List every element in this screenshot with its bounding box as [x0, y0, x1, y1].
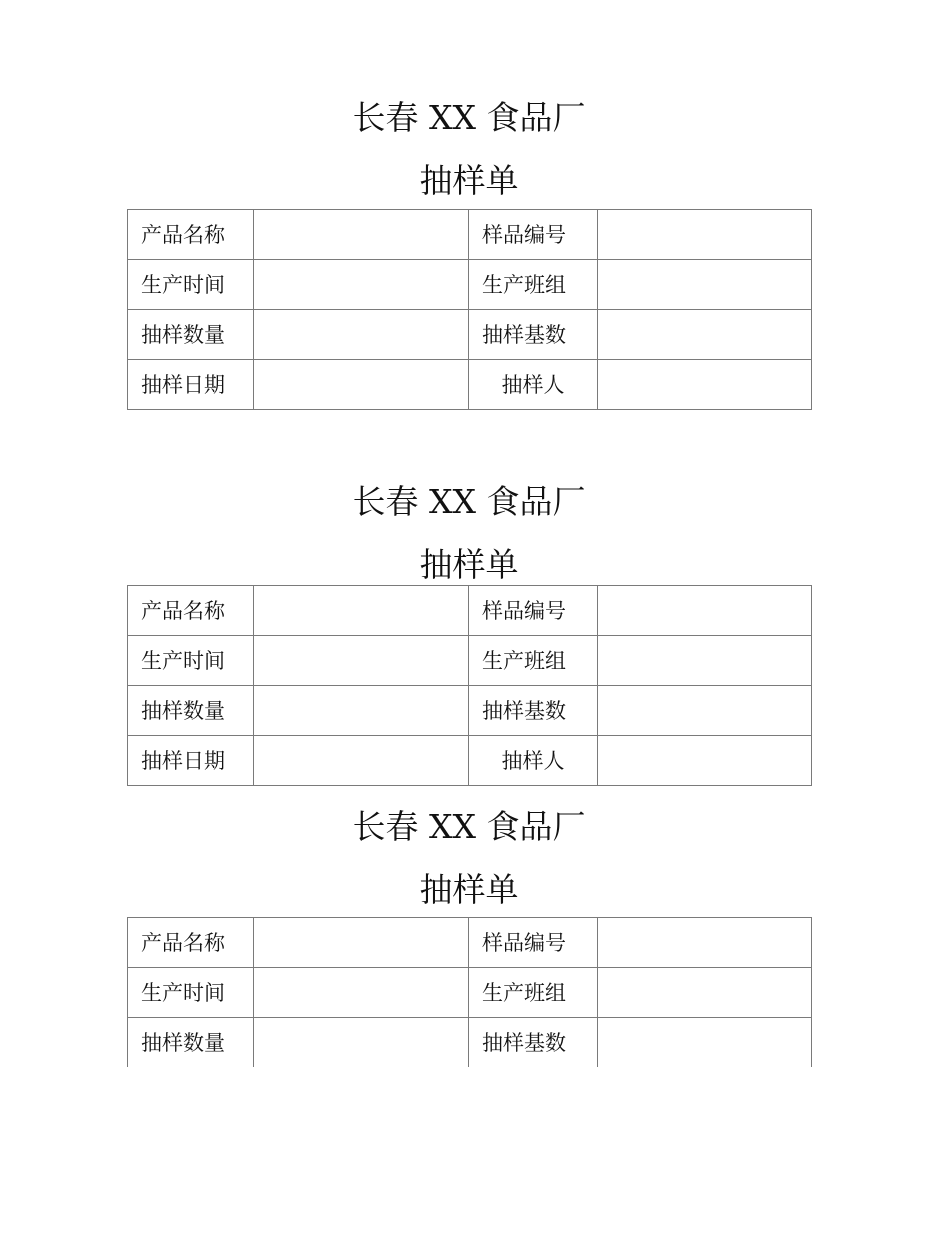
table-row	[128, 636, 812, 686]
field-sampler[interactable]	[598, 360, 812, 410]
table-row	[128, 360, 812, 410]
form-title-3: 抽样单	[419, 870, 519, 909]
label-sample-date: 抽样日期	[128, 360, 254, 410]
form-title-2: 抽样单	[419, 545, 519, 584]
table-row	[128, 1018, 812, 1068]
label-sample-base: 抽样基数	[469, 310, 598, 360]
sample-form-table-1	[127, 209, 812, 410]
field-sample-number[interactable]	[598, 210, 812, 260]
company-name-2: 长春 XX 食品厂	[352, 482, 586, 521]
table-row	[128, 210, 812, 260]
label-sample-date: 抽样日期	[128, 736, 254, 786]
label-production-time: 生产时间	[128, 260, 254, 310]
field-sample-quantity[interactable]	[254, 1018, 469, 1068]
field-production-time[interactable]	[254, 968, 469, 1018]
field-sample-base[interactable]	[598, 310, 812, 360]
label-production-team: 生产班组	[469, 260, 598, 310]
field-sample-number[interactable]	[598, 918, 812, 968]
label-production-team: 生产班组	[469, 968, 598, 1018]
field-product-name[interactable]	[254, 586, 469, 636]
label-sample-base: 抽样基数	[469, 1018, 598, 1068]
label-product-name: 产品名称	[128, 210, 254, 260]
table-row	[128, 310, 812, 360]
field-sample-base[interactable]	[598, 1018, 812, 1068]
field-product-name[interactable]	[254, 210, 469, 260]
field-production-team[interactable]	[598, 636, 812, 686]
company-name-3: 长春 XX 食品厂	[352, 807, 586, 846]
label-production-team: 生产班组	[469, 636, 598, 686]
label-sampler: 抽样人	[469, 736, 598, 786]
field-production-time[interactable]	[254, 260, 469, 310]
label-production-time: 生产时间	[128, 636, 254, 686]
label-production-time: 生产时间	[128, 968, 254, 1018]
table-row	[128, 918, 812, 968]
table-row	[128, 736, 812, 786]
table-row	[128, 968, 812, 1018]
field-product-name[interactable]	[254, 918, 469, 968]
field-production-team[interactable]	[598, 968, 812, 1018]
field-sample-number[interactable]	[598, 586, 812, 636]
field-sample-date[interactable]	[254, 736, 469, 786]
label-sample-number: 样品编号	[469, 918, 598, 968]
field-production-time[interactable]	[254, 636, 469, 686]
field-sample-date[interactable]	[254, 360, 469, 410]
label-sample-quantity: 抽样数量	[128, 1018, 254, 1068]
form-title-1: 抽样单	[419, 161, 519, 200]
company-name-1: 长春 XX 食品厂	[352, 98, 586, 137]
table-row	[128, 260, 812, 310]
label-product-name: 产品名称	[128, 586, 254, 636]
sample-form-table-3	[127, 917, 812, 1067]
label-sample-quantity: 抽样数量	[128, 310, 254, 360]
field-production-team[interactable]	[598, 260, 812, 310]
label-sampler: 抽样人	[469, 360, 598, 410]
label-product-name: 产品名称	[128, 918, 254, 968]
label-sample-number: 样品编号	[469, 586, 598, 636]
field-sample-base[interactable]	[598, 686, 812, 736]
table-row	[128, 586, 812, 636]
table-row	[128, 686, 812, 736]
field-sampler[interactable]	[598, 736, 812, 786]
field-sample-quantity[interactable]	[254, 686, 469, 736]
sample-form-table-2	[127, 585, 812, 786]
label-sample-base: 抽样基数	[469, 686, 598, 736]
label-sample-quantity: 抽样数量	[128, 686, 254, 736]
label-sample-number: 样品编号	[469, 210, 598, 260]
field-sample-quantity[interactable]	[254, 310, 469, 360]
